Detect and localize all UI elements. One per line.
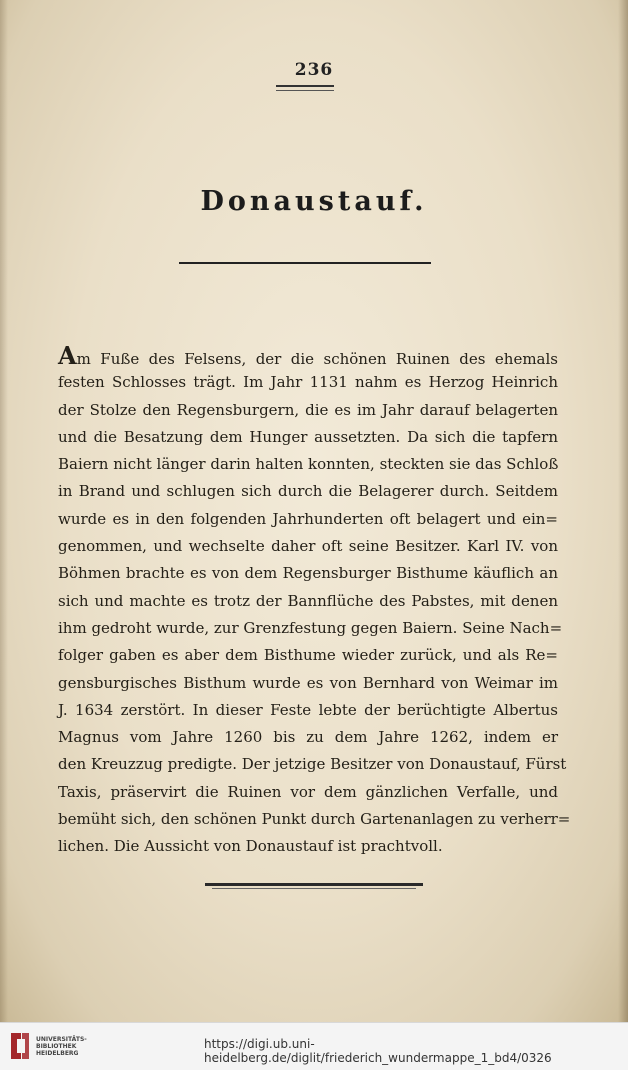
library-logo-text [36,1036,87,1057]
text-line-7: wurde es in den folgenden Jahrhunderten oft belagert und ein= [58,509,558,528]
text-line-13: gensburgisches Bisthum wurde es von Bernhard von Weimar im [58,673,558,692]
text-line-18: bemüht sich, den schönen Punkt durch Gartenanlagen zu verherr= [58,810,571,829]
page-shadow-right [618,0,628,1022]
text-line-11: ihm gedroht wurde, zur Grenzfestung gegen Baiern. Seine Nach= [58,618,563,637]
text-line-17: Taxis, präservirt die Ruinen vor dem gänzlichen Verfalle, und [58,782,558,801]
text-line-2: festen Schlosses trägt. Im Jahr 1131 nahm es Herzog Heinrich [58,373,558,392]
dropcap: A [58,341,77,370]
text-line-12: folger gaben es aber dem Bisthume wieder zurück, und als Re= [58,646,558,665]
text-line-9: Böhmen brachte es von dem Regensburger Bisthume käuflich an [58,564,558,583]
page-number-rule [276,85,334,87]
text-line-8: genommen, und wechselte daher oft seine Besitzer. Karl IV. von [58,537,558,556]
text-line-1-content: m Fuße des Felsens, der die schönen Ruinen des ehemals [76,350,558,368]
text-line-15: Magnus vom Jahre 1260 bis zu dem Jahre 1262, indem er [58,728,558,747]
text-line-10: sich und machte es trotz der Bannflüche des Pabstes, mit denen [58,591,558,610]
body-text [58,341,571,861]
text-line-14: J. 1634 zerstört. In dieser Feste lebte der berüchtigte Albertus [58,700,558,719]
end-rule-thin [212,888,416,889]
logo-line-3: HEIDELBERG [36,1050,79,1057]
logo-line-1: UNIVERSITÄTS- [36,1036,87,1043]
text-line-16: den Kreuzzug predigte. Der jetzige Besitzer von Donaustauf, Fürst [58,755,567,774]
chapter-title: Donaustauf. [200,186,428,217]
text-line-19: lichen. Die Aussicht von Donaustauf ist prachtvoll. [58,837,443,856]
text-line-6: in Brand und schlugen sich durch die Belagerer durch. Seitdem [58,482,558,501]
viewer-footer [0,1022,628,1070]
text-line-3: der Stolze den Regensburgern, die es im Jahr darauf belagerten [58,400,558,419]
page-number: 236 [294,60,334,80]
page-number-rule-thin [276,90,334,91]
logo-line-2: BIBLIOTHEK [36,1043,77,1050]
text-line-5: Baiern nicht länger darin halten konnten, steckten sie das Schloß [58,455,559,474]
end-rule [205,883,423,886]
text-line-4: und die Besatzung dem Hunger aussetzten. Da sich die tapfern [58,427,558,446]
title-rule [179,262,431,264]
page-shadow-left [0,0,8,1022]
text-line-1 [58,342,558,369]
library-logo-icon [8,1031,32,1061]
permalink-url[interactable]: https://digi.ub.uni-heidelberg.de/diglit/friederich_wundermappe_1_bd4/0326 [204,1037,552,1065]
